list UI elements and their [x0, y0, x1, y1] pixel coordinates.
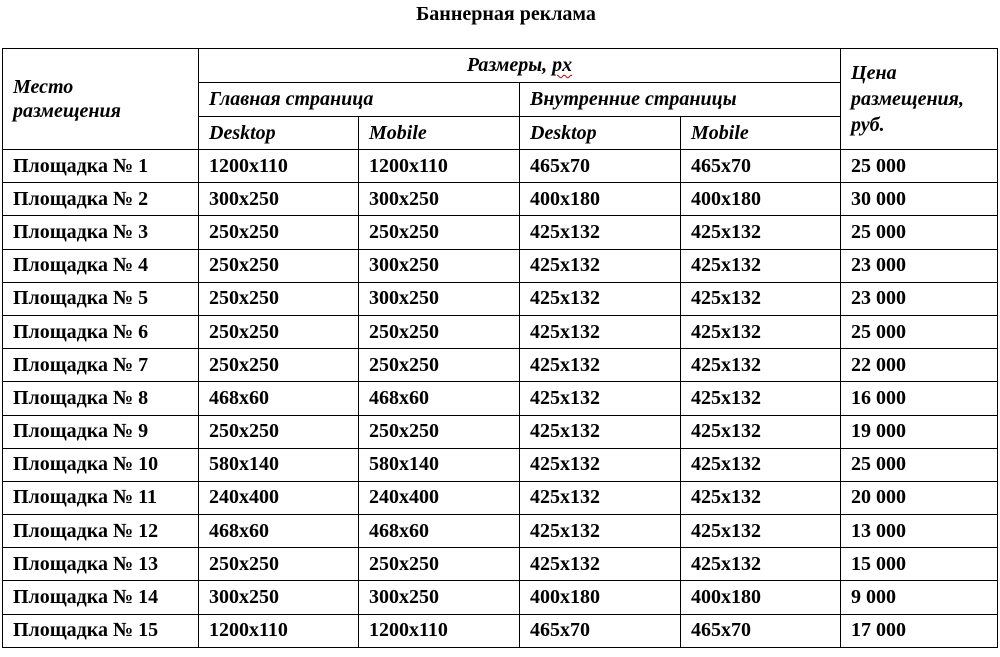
place-cell: Площадка № 12	[3, 515, 199, 548]
table-row	[3, 216, 998, 249]
inner-desktop-cell: 425x132	[520, 282, 681, 315]
main-desktop-cell: 250x250	[199, 349, 359, 382]
table-row	[3, 581, 998, 614]
place-cell: Площадка № 7	[3, 349, 199, 382]
place-header-line2: размещения	[13, 100, 121, 122]
main-desktop-cell: 250x250	[199, 315, 359, 348]
place-cell: Площадка № 4	[3, 249, 199, 282]
main-desktop-cell: 300x250	[199, 183, 359, 216]
main-mobile-cell: 300x250	[359, 249, 520, 282]
inner-mobile-cell: 425x132	[681, 448, 841, 481]
table-row	[3, 448, 998, 481]
sizes-group-header	[199, 49, 841, 83]
inner-desktop-cell: 400x180	[520, 581, 681, 614]
price-header-line1: Цена	[851, 62, 897, 84]
inner-desktop-cell: 425x132	[520, 415, 681, 448]
place-cell: Площадка № 14	[3, 581, 199, 614]
main-desktop-cell: 250x250	[199, 415, 359, 448]
inner-desktop-cell: 425x132	[520, 216, 681, 249]
main-desktop-cell: 468x60	[199, 515, 359, 548]
main-mobile-cell: 250x250	[359, 315, 520, 348]
table-row	[3, 315, 998, 348]
place-cell: Площадка № 8	[3, 382, 199, 415]
main-mobile-cell: 300x250	[359, 282, 520, 315]
inner-desktop-cell: 465x70	[520, 614, 681, 647]
price-cell: 25 000	[841, 150, 998, 183]
inner-desktop-header: Desktop	[520, 117, 681, 150]
table-row	[3, 614, 998, 647]
price-cell: 17 000	[841, 614, 998, 647]
table-row	[3, 515, 998, 548]
price-cell: 23 000	[841, 282, 998, 315]
main-mobile-header: Mobile	[359, 117, 520, 150]
place-cell: Площадка № 6	[3, 315, 199, 348]
table-row	[3, 150, 998, 183]
table-row	[3, 249, 998, 282]
price-header-line3: руб.	[851, 114, 885, 136]
price-cell: 16 000	[841, 382, 998, 415]
place-header-line1: Место	[13, 76, 74, 98]
inner-desktop-cell: 425x132	[520, 548, 681, 581]
table-row	[3, 415, 998, 448]
inner-mobile-cell: 425x132	[681, 216, 841, 249]
inner-mobile-cell: 465x70	[681, 150, 841, 183]
place-cell: Площадка № 11	[3, 481, 199, 514]
table-body	[3, 49, 998, 648]
price-cell: 15 000	[841, 548, 998, 581]
price-cell: 25 000	[841, 448, 998, 481]
main-mobile-cell: 250x250	[359, 349, 520, 382]
price-column-header	[841, 49, 998, 150]
main-desktop-cell: 250x250	[199, 249, 359, 282]
main-mobile-cell: 300x250	[359, 183, 520, 216]
inner-mobile-cell: 425x132	[681, 415, 841, 448]
inner-mobile-cell: 425x132	[681, 349, 841, 382]
inner-mobile-cell: 400x180	[681, 581, 841, 614]
price-cell: 22 000	[841, 349, 998, 382]
main-mobile-cell: 250x250	[359, 415, 520, 448]
sizes-header-unit: px	[552, 54, 573, 76]
table-row	[3, 548, 998, 581]
price-cell: 30 000	[841, 183, 998, 216]
inner-desktop-cell: 425x132	[520, 481, 681, 514]
main-desktop-cell: 300x250	[199, 581, 359, 614]
inner-mobile-cell: 425x132	[681, 481, 841, 514]
place-cell: Площадка № 10	[3, 448, 199, 481]
main-desktop-cell: 1200x110	[199, 614, 359, 647]
main-page-header: Главная страница	[199, 83, 520, 117]
sizes-header-text: Размеры,	[466, 54, 553, 76]
place-cell: Площадка № 15	[3, 614, 199, 647]
price-cell: 20 000	[841, 481, 998, 514]
price-cell: 25 000	[841, 315, 998, 348]
main-desktop-cell: 468x60	[199, 382, 359, 415]
banner-ad-table	[2, 48, 998, 648]
inner-desktop-cell: 425x132	[520, 515, 681, 548]
main-desktop-cell: 250x250	[199, 216, 359, 249]
main-mobile-cell: 240x400	[359, 481, 520, 514]
main-desktop-cell: 250x250	[199, 282, 359, 315]
place-cell: Площадка № 13	[3, 548, 199, 581]
table-row	[3, 349, 998, 382]
main-mobile-cell: 250x250	[359, 216, 520, 249]
inner-mobile-cell: 425x132	[681, 382, 841, 415]
inner-mobile-cell: 425x132	[681, 249, 841, 282]
main-desktop-header: Desktop	[199, 117, 359, 150]
main-desktop-cell: 580x140	[199, 448, 359, 481]
main-mobile-cell: 300x250	[359, 581, 520, 614]
header-row-top	[3, 49, 998, 83]
main-mobile-cell: 468x60	[359, 515, 520, 548]
main-mobile-cell: 1200x110	[359, 614, 520, 647]
inner-desktop-cell: 400x180	[520, 183, 681, 216]
place-cell: Площадка № 9	[3, 415, 199, 448]
inner-mobile-cell: 400x180	[681, 183, 841, 216]
inner-desktop-cell: 425x132	[520, 349, 681, 382]
table-row	[3, 183, 998, 216]
main-desktop-cell: 240x400	[199, 481, 359, 514]
table-row	[3, 481, 998, 514]
inner-desktop-cell: 465x70	[520, 150, 681, 183]
inner-desktop-cell: 425x132	[520, 315, 681, 348]
main-mobile-cell: 250x250	[359, 548, 520, 581]
inner-mobile-cell: 425x132	[681, 315, 841, 348]
price-header-line2: размещения,	[851, 88, 964, 110]
price-cell: 19 000	[841, 415, 998, 448]
inner-desktop-cell: 425x132	[520, 448, 681, 481]
inner-mobile-cell: 425x132	[681, 515, 841, 548]
price-cell: 23 000	[841, 249, 998, 282]
inner-desktop-cell: 425x132	[520, 249, 681, 282]
main-desktop-cell: 250x250	[199, 548, 359, 581]
inner-mobile-cell: 465x70	[681, 614, 841, 647]
place-cell: Площадка № 5	[3, 282, 199, 315]
page-title: Баннерная реклама	[416, 3, 596, 25]
price-cell: 9 000	[841, 581, 998, 614]
price-cell: 25 000	[841, 216, 998, 249]
main-mobile-cell: 468x60	[359, 382, 520, 415]
price-cell: 13 000	[841, 515, 998, 548]
place-column-header	[3, 49, 199, 150]
inner-pages-header: Внутренние страницы	[520, 83, 841, 117]
table-row	[3, 382, 998, 415]
main-desktop-cell: 1200x110	[199, 150, 359, 183]
inner-mobile-cell: 425x132	[681, 548, 841, 581]
main-mobile-cell: 580x140	[359, 448, 520, 481]
inner-desktop-cell: 425x132	[520, 382, 681, 415]
inner-mobile-cell: 425x132	[681, 282, 841, 315]
place-cell: Площадка № 1	[3, 150, 199, 183]
main-mobile-cell: 1200x110	[359, 150, 520, 183]
place-cell: Площадка № 2	[3, 183, 199, 216]
inner-mobile-header: Mobile	[681, 117, 841, 150]
place-cell: Площадка № 3	[3, 216, 199, 249]
table-row	[3, 282, 998, 315]
